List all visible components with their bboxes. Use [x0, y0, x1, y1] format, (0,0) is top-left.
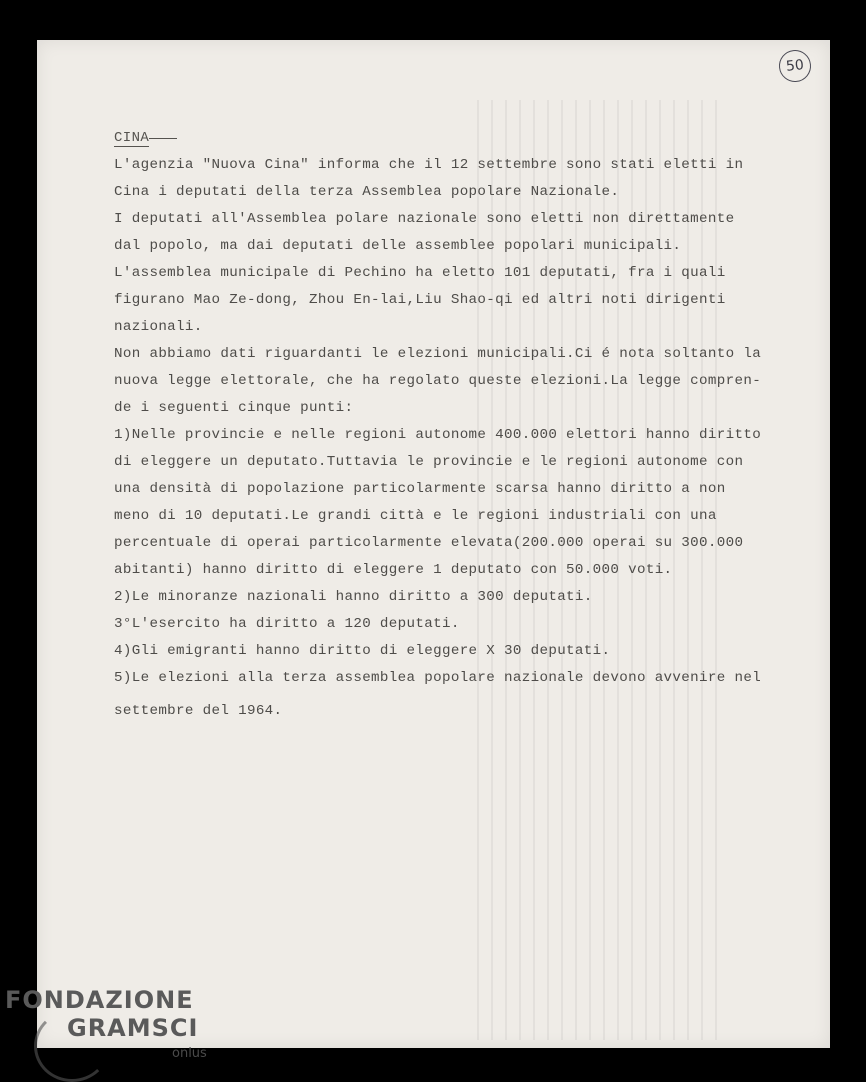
text-line: L'agenzia "Nuova Cina" informa che il 12 settembre sono stati eletti in — [114, 157, 744, 173]
logo-onlus: onlus — [172, 1046, 207, 1061]
closing-line: settembre del 1964. — [114, 703, 283, 719]
text-line: L'assemblea municipale di Pechino ha eletto 101 deputati, fra i quali — [114, 265, 726, 281]
text-line: abitanti) hanno diritto di eleggere 1 deputato con 50.000 voti. — [114, 562, 673, 578]
page-number-stamp — [777, 48, 812, 83]
text-line: 2)Le minoranze nazionali hanno diritto a 300 deputati. — [114, 589, 593, 605]
heading-text: CINA — [114, 130, 150, 146]
text-line: meno di 10 deputati.Le grandi città e le regioni industriali con una — [114, 508, 717, 524]
text-line: dal popolo, ma dai deputati delle assemblee popolari municipali. — [114, 238, 682, 254]
fondazione-gramsci-logo — [5, 986, 198, 1042]
text-line: 5)Le elezioni alla terza assemblea popolare nazionale devono avvenire nel — [114, 670, 762, 686]
logo-line-2: GRAMSCI — [67, 1014, 199, 1042]
text-line: figurano Mao Ze-dong, Zhou En-lai,Liu Shao-qi ed altri noti dirigenti — [114, 292, 726, 308]
document-page — [37, 40, 830, 1048]
text-line: 4)Gli emigranti hanno diritto di eleggere X 30 deputati. — [114, 643, 611, 659]
document-heading — [114, 130, 177, 146]
text-line: 3°L'esercito ha diritto a 120 deputati. — [114, 616, 460, 632]
logo-line-1: FONDAZIONE — [5, 986, 194, 1014]
text-line: I deputati all'Assemblea polare nazionale sono eletti non direttamente — [114, 211, 735, 227]
text-line: una densità di popolazione particolarmente scarsa hanno diritto a non — [114, 481, 726, 497]
text-line: di eleggere un deputato.Tuttavia le provincie e le regioni autonome con — [114, 454, 744, 470]
text-line: de i seguenti cinque punti: — [114, 400, 354, 416]
page-number: 50 — [785, 57, 805, 75]
text-line: percentuale di operai particolarmente elevata(200.000 operai su 300.000 — [114, 535, 744, 551]
text-line: nuova legge elettorale, che ha regolato queste elezioni.La legge compren- — [114, 373, 762, 389]
text-line: nazionali. — [114, 319, 203, 335]
text-line: Non abbiamo dati riguardanti le elezioni municipali.Ci é nota soltanto la — [114, 346, 762, 362]
document-body — [114, 152, 814, 725]
text-line: 1)Nelle provincie e nelle regioni autonome 400.000 elettori hanno diritto — [114, 427, 762, 443]
heading-underline — [149, 138, 177, 139]
text-line: Cina i deputati della terza Assemblea popolare Nazionale. — [114, 184, 620, 200]
